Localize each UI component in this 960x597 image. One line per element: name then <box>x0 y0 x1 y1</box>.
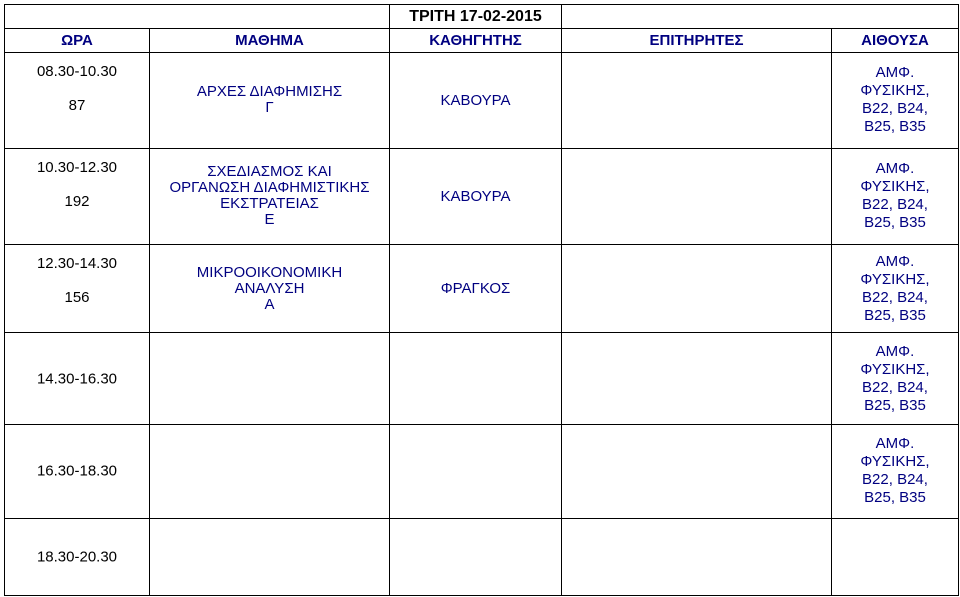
subject-line: ΜΙΚΡΟΟΙΚΟΝΟΜΙΚΗ <box>196 263 343 281</box>
room-cell <box>832 244 959 333</box>
schedule-row <box>5 148 959 244</box>
room-cell <box>832 52 959 148</box>
time-slot: 08.30-10.30 <box>36 62 118 80</box>
time-cell <box>5 518 150 595</box>
room-line: ΦΥΣΙΚΗΣ, <box>860 82 930 100</box>
teacher-cell <box>390 518 562 595</box>
subject-cell <box>150 425 390 519</box>
teacher-cell: ΦΡΑΓΚΟΣ <box>390 244 562 333</box>
room-line: Β25, Β35 <box>864 118 926 136</box>
room-line: Β25, Β35 <box>864 214 926 232</box>
schedule-row <box>5 518 959 595</box>
schedule-row <box>5 333 959 425</box>
schedule-row <box>5 425 959 519</box>
room-line: Β22, Β24, <box>862 196 928 214</box>
subject-line: ΑΡΧΕΣ ΔΙΑΦΗΜΙΣΗΣ <box>196 83 343 101</box>
subject-line: Γ <box>265 99 274 117</box>
room-line: Β25, Β35 <box>864 489 926 507</box>
time-cell <box>5 244 150 333</box>
subject-cell <box>150 333 390 425</box>
subject-line: Α <box>264 295 275 313</box>
room-line: ΑΜΦ. <box>875 160 915 178</box>
room-line: Β22, Β24, <box>862 378 928 396</box>
room-line: ΦΥΣΙΚΗΣ, <box>860 453 930 471</box>
subject-cell <box>150 148 390 244</box>
time-slot: 14.30-16.30 <box>36 370 118 388</box>
schedule-row <box>5 52 959 148</box>
supervisors-cell <box>562 425 832 519</box>
supervisors-cell <box>562 333 832 425</box>
room-line: Β25, Β35 <box>864 396 926 414</box>
room-line: ΦΥΣΙΚΗΣ, <box>860 178 930 196</box>
time-slot: 12.30-14.30 <box>36 254 118 272</box>
header-subject: ΜΑΘΗΜΑ <box>150 28 390 52</box>
room-line: Β22, Β24, <box>862 471 928 489</box>
subject-line: ΟΡΓΑΝΩΣΗ ΔΙΑΦΗΜΙΣΤΙΚΗΣ <box>169 179 370 197</box>
teacher-cell: ΚΑΒΟΥΡΑ <box>390 148 562 244</box>
schedule-body <box>5 52 959 595</box>
exam-schedule-table <box>4 4 959 596</box>
subject-line: ΑΝΑΛΥΣΗ <box>234 279 305 297</box>
student-count: 156 <box>64 288 90 306</box>
room-line: Β22, Β24, <box>862 288 928 306</box>
page-title: ΤΡΙΤΗ 17-02-2015 <box>390 5 562 29</box>
schedule-row <box>5 244 959 333</box>
time-slot: 18.30-20.30 <box>36 548 118 566</box>
student-count: 87 <box>68 96 86 114</box>
supervisors-cell <box>562 244 832 333</box>
teacher-cell: ΚΑΒΟΥΡΑ <box>390 52 562 148</box>
room-line: ΦΥΣΙΚΗΣ, <box>860 270 930 288</box>
time-cell <box>5 52 150 148</box>
room-line: ΑΜΦ. <box>875 252 915 270</box>
header-teacher: ΚΑΘΗΓΗΤΗΣ <box>390 28 562 52</box>
room-cell <box>832 518 959 595</box>
title-row <box>5 5 959 29</box>
room-line: Β22, Β24, <box>862 100 928 118</box>
student-count: 192 <box>64 192 90 210</box>
supervisors-cell <box>562 52 832 148</box>
subject-cell <box>150 52 390 148</box>
room-line: ΑΜΦ. <box>875 64 915 82</box>
supervisors-cell <box>562 518 832 595</box>
teacher-cell <box>390 425 562 519</box>
room-line: ΑΜΦ. <box>875 435 915 453</box>
room-line: ΦΥΣΙΚΗΣ, <box>860 360 930 378</box>
room-cell <box>832 333 959 425</box>
subject-cell <box>150 518 390 595</box>
time-cell <box>5 148 150 244</box>
room-cell <box>832 425 959 519</box>
header-time: ΩΡΑ <box>5 28 150 52</box>
title-spacer-left <box>5 5 390 29</box>
supervisors-cell <box>562 148 832 244</box>
subject-cell <box>150 244 390 333</box>
header-row <box>5 28 959 52</box>
teacher-cell <box>390 333 562 425</box>
header-supervisors: ΕΠΙΤΗΡΗΤΕΣ <box>562 28 832 52</box>
time-cell <box>5 425 150 519</box>
time-slot: 16.30-18.30 <box>36 462 118 480</box>
room-line: Β25, Β35 <box>864 306 926 324</box>
room-line: ΑΜΦ. <box>875 342 915 360</box>
time-cell <box>5 333 150 425</box>
time-slot: 10.30-12.30 <box>36 158 118 176</box>
room-cell <box>832 148 959 244</box>
subject-line: Ε <box>264 211 275 229</box>
header-room: ΑΙΘΟΥΣΑ <box>832 28 959 52</box>
title-spacer-right <box>562 5 959 29</box>
subject-line: ΕΚΣΤΡΑΤΕΙΑΣ <box>220 195 319 213</box>
subject-line: ΣΧΕΔΙΑΣΜΟΣ ΚΑΙ <box>207 163 332 181</box>
